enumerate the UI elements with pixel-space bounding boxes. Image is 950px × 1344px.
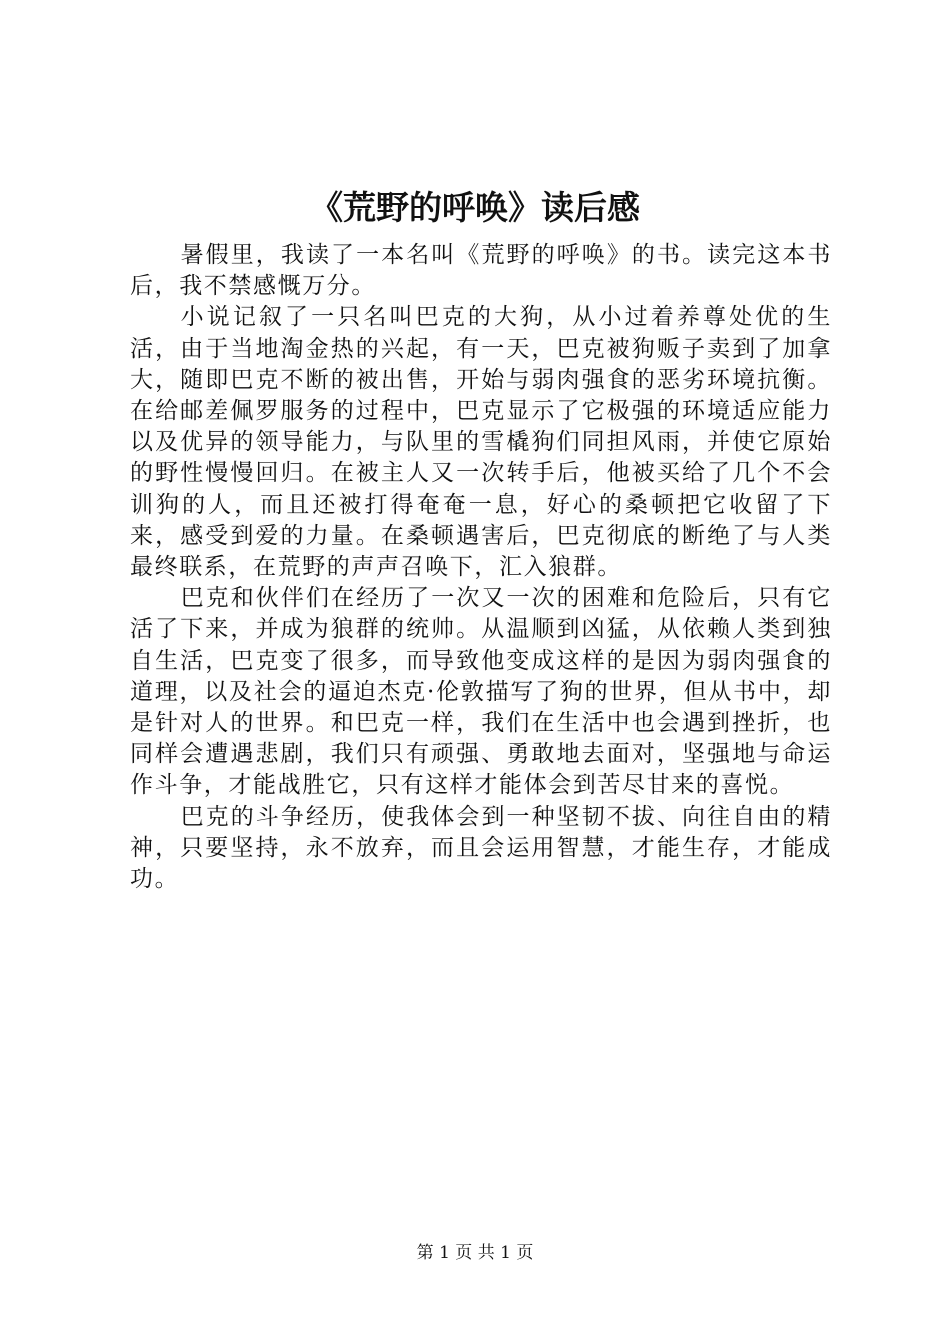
paragraph-2: 小说记叙了一只名叫巴克的大狗，从小过着养尊处优的生活，由于当地淘金热的兴起，有一天，巴克被狗贩子卖到了加拿大，随即巴克不断的被出售，开始与弱肉强食的恶劣环境抗衡。在给邮差佩罗服务的过程中，巴克显示了它极强的环境适应能力以及优异的领导能力，与队里的雪橇狗们同担风雨，并使它原始的野性慢慢回归。在被主人又一次转手后，他被买给了几个不会训狗的人，而且还被打得奄奄一息，好心的桑顿把它收留了下来，感受到爱的力量。在桑顿遇害后，巴克彻底的断绝了与人类最终联系，在荒野的声声召唤下，汇入狼群。: [130, 304, 832, 581]
page-footer: 第 1 页 共 1 页: [416, 1243, 534, 1263]
paragraph-3: 巴克和伙伴们在经历了一次又一次的困难和危险后，只有它活了下来，并成为狼群的统帅。从温顺到凶猛，从依赖人类到独自生活，巴克变了很多，而导致他变成这样的是因为弱肉强食的道理，以及社会的逼迫杰克·伦敦描写了狗的世界，但从书中，却是针对人的世界。和巴克一样，我们在生活中也会遇到挫折，也同样会遭遇悲剧，我们只有顽强、勇敢地去面对，坚强地与命运作斗争，才能战胜它，只有这样才能体会到苦尽甘来的喜悦。: [130, 585, 832, 799]
paragraph-4: 巴克的斗争经历，使我体会到一种坚韧不拔、向往自由的精神，只要坚持，永不放弃，而且会运用智慧，才能生存，才能成功。: [130, 803, 832, 893]
document-title: 《荒野的呼唤》读后感: [310, 188, 640, 227]
document-body: [130, 240, 832, 895]
paragraph-1: 暑假里，我读了一本名叫《荒野的呼唤》的书。读完这本书后，我不禁感慨万分。: [130, 242, 832, 300]
